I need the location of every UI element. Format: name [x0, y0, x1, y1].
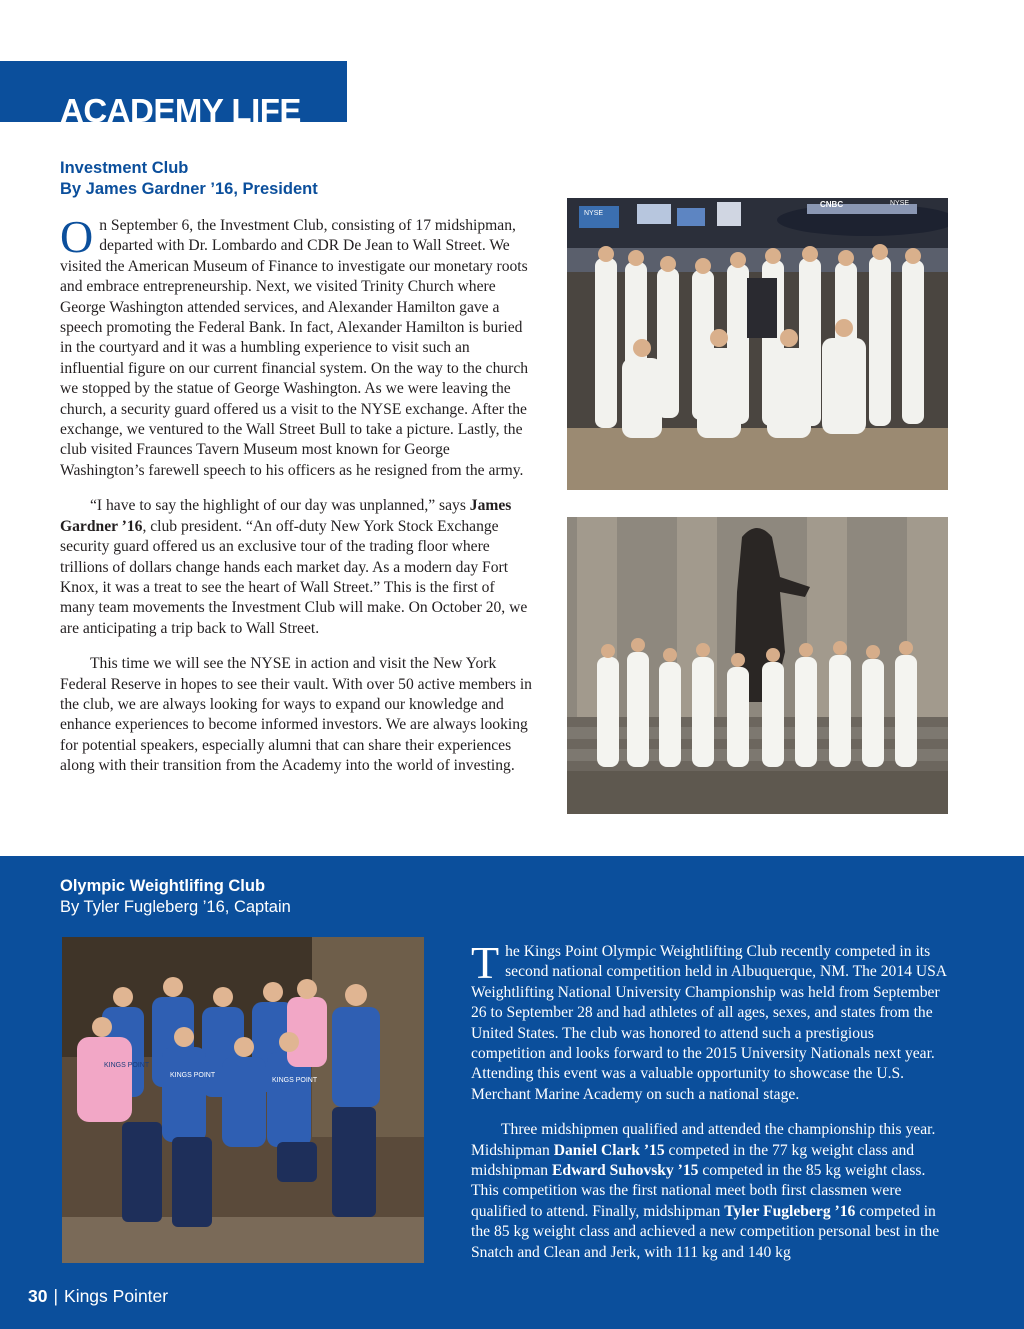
- shirt-print: KINGS POINT: [272, 1077, 318, 1084]
- footer-separator: |: [53, 1286, 59, 1306]
- paragraph: [471, 1120, 951, 1263]
- article-investment-club-body: [60, 211, 532, 792]
- paragraph: [471, 937, 951, 1105]
- paragraph: [60, 211, 532, 481]
- person-name: James Gardner ’16: [60, 497, 512, 535]
- paragraph: [60, 496, 532, 639]
- paragraph-text: competed in the 85 kg weight class. This competition was the first national meet both first classmen were qualified to attend. Finally, midshipman: [471, 1162, 926, 1220]
- publication-name: Kings Pointer: [64, 1286, 169, 1306]
- drop-cap: O: [60, 211, 94, 262]
- photo-sign: NYSE: [890, 200, 910, 207]
- photo-weightlifting-team: [62, 937, 424, 1263]
- article-weightlifting-heading: [60, 876, 291, 918]
- section-header-bar: [0, 61, 347, 122]
- photo-washington-statue-group: [567, 517, 948, 814]
- paragraph-text: “I have to say the highlight of our day was unplanned,” says: [90, 497, 470, 515]
- person-name: Daniel Clark ’15: [553, 1141, 665, 1159]
- article-investment-club-heading: [60, 158, 318, 200]
- article-weightlifting-body: [471, 937, 951, 1278]
- paragraph-text: This time we will see the NYSE in action and visit the New York Federal Reserve in hopes to see their vault. With over 50 active members in the club, we are always looking for ways to expand our knowledge and enhance experiences to become informed investors. We are always looking for potential speakers, especially alumni that can share their experiences along with their transition from the Academy into the world of investing.: [60, 655, 532, 775]
- person-name: Tyler Fugleberg ’16: [724, 1202, 856, 1220]
- drop-cap: T: [471, 937, 500, 988]
- section-title: ACADEMY LIFE: [60, 92, 301, 122]
- photo-nyse-trading-floor: [567, 198, 948, 490]
- person-name: Edward Suhovsky ’15: [552, 1162, 699, 1180]
- paragraph: [60, 654, 532, 776]
- paragraph-text: Three midshipmen qualified and attended the championship this year. Midshipman: [471, 1121, 936, 1159]
- paragraph-text: n September 6, the Investment Club, consisting of 17 midshipman, departed with Dr. Lombardo and CDR De Jean to Wall Street. We visited the American Museum of Finance to investigate our monetary roots and embrace entrepreneurship. Next, we visited Trinity Church where George Washington attended services, and Alexander Hamilton gave a speech promoting the Federal Bank. In fact, Alexander Hamilton is buried in the courtyard and it was a humbling experience to visit such an influential figure on our current financial system. On the way to the church we stopped by the statue of George Washington. As we were leaving the church, a security guard offered us a visit to the NYSE exchange. After the exchange, we ventured to the Wall Street Bull to take a picture. Lastly, the club visited Fraunces Tavern Museum most known for George Washington’s farewell speech to his officers as he resigned from the army.: [60, 217, 529, 479]
- paragraph-text: , club president. “An off-duty New York Stock Exchange security guard offered us an exclusive tour of the trading floor where trillions of dollars change hands each market day. As a modern day Fort Knox, it was a treat to see the heart of Wall Street.” This is the first of many team movements the Investment Club will make. On October 20, we are anticipating a trip back to Wall Street.: [60, 517, 528, 637]
- article-title: Investment Club: [60, 159, 189, 177]
- article-title: Olympic Weightlifing Club: [60, 877, 266, 895]
- article-byline: By Tyler Fugleberg ’16, Captain: [60, 898, 291, 916]
- photo-sign: CNBC: [820, 200, 844, 209]
- paragraph-text: competed in the 85 kg weight class and achieved a new competition personal best in the Snatch and Clean and Jerk, with 111 kg and 140 kg: [471, 1202, 940, 1261]
- shirt-print: KINGS POINT: [170, 1072, 216, 1079]
- paragraph-text: he Kings Point Olympic Weightlifting Club recently competed in its second national competition held in Albuquerque, NM. The 2014 USA Weightlifting National University Championship was held from September 26 to September 28 and had athletes of all ages, sexes, and states from the United States. The club was honored to attend such a prestigious competition and looks forward to the 2015 University Nationals next year. Attending this event was a valuable opportunity to showcase the U.S. Merchant Marine Academy on such a national stage.: [471, 943, 947, 1103]
- photo-sign: NYSE: [584, 210, 604, 217]
- article-byline: By James Gardner ’16, President: [60, 180, 318, 198]
- page-footer: [28, 1286, 168, 1307]
- shirt-print: KINGS POINT: [104, 1062, 150, 1069]
- page-number: 30: [28, 1286, 48, 1306]
- paragraph-text: competed in the 77 kg weight class and midshipman: [471, 1141, 915, 1180]
